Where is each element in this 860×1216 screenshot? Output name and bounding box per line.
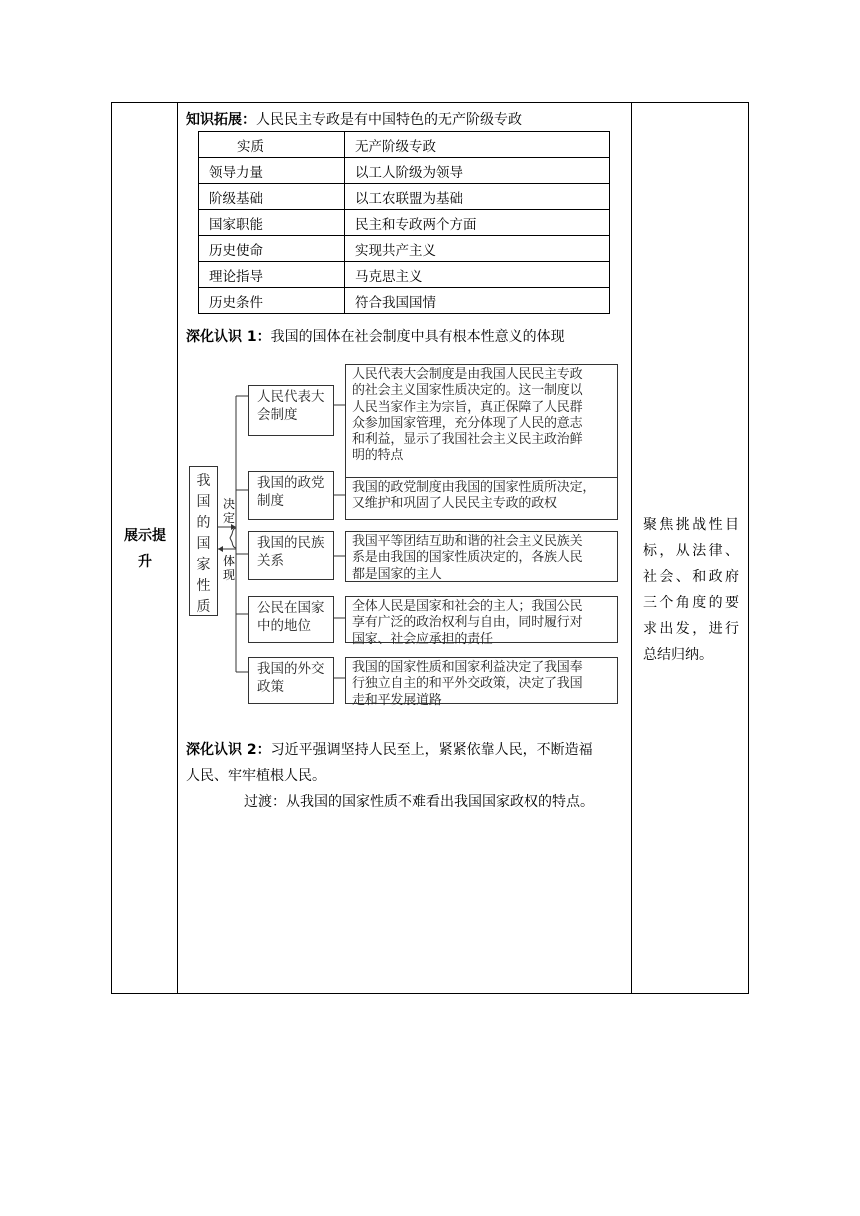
diagram-explanation-line: 国家、社会应承担的责任 bbox=[352, 631, 493, 647]
knowledge-table-value: 马克思主义 bbox=[345, 262, 610, 288]
diagram-explanation-box bbox=[345, 657, 618, 708]
diagram-explanation-line: 行独立自主的和平外交政策，决定了我国 bbox=[352, 676, 583, 692]
diagram-explanation-line: 我国的政党制度由我国的国家性质所决定， bbox=[352, 480, 596, 495]
diagram-topic-box bbox=[248, 385, 334, 436]
diagram-topic-box bbox=[248, 531, 334, 580]
diagram-explanation-line: 享有广泛的政治权利与自由，同时履行对 bbox=[352, 615, 583, 631]
diagram-topic-line: 会制度 bbox=[257, 406, 298, 423]
knowledge-table-value: 以工农联盟为基础 bbox=[345, 184, 610, 210]
brace bbox=[230, 528, 236, 548]
knowledge-table-key: 领导力量 bbox=[199, 158, 345, 184]
reflect-arrow-head bbox=[218, 546, 223, 552]
diagram-explanation-line: 人民代表大会制度是由我国人民民主专政 bbox=[352, 367, 583, 382]
diagram-topic-line: 我国的民族 bbox=[257, 535, 325, 551]
decide-label: 决 定 bbox=[222, 497, 235, 525]
diagram-explanation-line: 都是国家的主人 bbox=[352, 566, 442, 582]
knowledge-heading: 知识拓展：人民民主专政是有中国特色的无产阶级专政 bbox=[186, 112, 522, 128]
center-box-char: 家 bbox=[196, 557, 211, 573]
knowledge-table-value: 实现共产主义 bbox=[345, 236, 610, 262]
diagram-topic-line: 中的地位 bbox=[257, 617, 311, 634]
knowledge-table-key: 理论指导 bbox=[199, 262, 345, 288]
center-box-char: 质 bbox=[196, 599, 211, 615]
diagram-explanation-line: 全体人民是国家和社会的主人；我国公民 bbox=[352, 599, 583, 614]
knowledge-table-value: 符合我国国情 bbox=[345, 288, 610, 314]
diagram-explanation-line: 又维护和巩固了人民民主专政的政权 bbox=[352, 496, 557, 512]
center-box-char: 性 bbox=[196, 578, 211, 594]
diagram-topic-line: 制度 bbox=[257, 492, 284, 509]
insight1-heading: 深化认识 1：我国的国体在社会制度中具有根本性意义的体现 bbox=[186, 329, 565, 345]
diagram-topic-line: 关系 bbox=[257, 552, 284, 569]
diagram-explanation-line: 走和平发展道路 bbox=[352, 692, 442, 708]
diagram-explanation-line: 人民当家作主为宗旨，真正保障了人民群 bbox=[352, 399, 583, 415]
diagram-topic-line: 政策 bbox=[257, 678, 284, 695]
knowledge-table-value: 民主和专政两个方面 bbox=[345, 210, 610, 236]
diagram-explanation-line: 我国的国家性质和国家利益决定了我国奉 bbox=[352, 660, 583, 675]
diagram-explanation-box bbox=[345, 596, 618, 647]
knowledge-table-key: 历史使命 bbox=[199, 236, 345, 262]
knowledge-table-key: 国家职能 bbox=[199, 210, 345, 236]
transition-text: 过渡：从我国的国家性质不难看出我国国家政权的特点。 bbox=[244, 794, 594, 810]
knowledge-table-value: 无产阶级专政 bbox=[345, 132, 610, 158]
diagram-explanation-box bbox=[345, 477, 618, 520]
center-box-national-nature bbox=[189, 466, 218, 616]
diagram-topic-box bbox=[248, 657, 334, 704]
insight2-paragraph: 深化认识 2：习近平强调坚持人民至上，紧紧依靠人民，不断造福 人民、牢牢植根人民。 bbox=[186, 742, 593, 784]
diagram-explanation-box bbox=[345, 531, 618, 582]
reflect-label: 体 现 bbox=[222, 554, 235, 582]
right-note: 聚焦挑战性目标，从法律、社会、和政府三个角度的要求出发，进行总结归纳。 bbox=[643, 517, 739, 663]
diagram-explanation-box bbox=[345, 364, 618, 490]
diagram-explanation-line: 我国平等团结互助和谐的社会主义民族关 bbox=[352, 534, 583, 549]
diagram-topic-line: 我国的外交 bbox=[257, 661, 325, 677]
knowledge-table-value: 以工人阶级为领导 bbox=[345, 158, 610, 184]
diagram-explanation-line: 明的特点 bbox=[352, 448, 404, 464]
diagram-explanation-line: 众参加国家管理，充分体现了人民的意志 bbox=[352, 415, 583, 431]
diagram-explanation-line: 系是由我国的国家性质决定的，各族人民 bbox=[352, 550, 583, 566]
diagram-topic-line: 人民代表大 bbox=[257, 389, 325, 405]
diagram-topic-line: 公民在国家 bbox=[257, 600, 325, 616]
diagram-topic-box bbox=[248, 596, 334, 643]
knowledge-table-key: 阶级基础 bbox=[199, 184, 345, 210]
section-label: 展示提 升 bbox=[124, 528, 166, 570]
diagram-explanation-line: 和利益，显示了我国社会主义民主政治鲜 bbox=[352, 432, 583, 448]
center-box-char: 的 bbox=[196, 515, 211, 531]
knowledge-table-key: 实质 bbox=[199, 132, 345, 158]
knowledge-table-key: 历史条件 bbox=[199, 288, 345, 314]
diagram-topic-box bbox=[248, 471, 334, 520]
center-box-char: 我 bbox=[196, 473, 211, 489]
diagram-topic-line: 我国的政党 bbox=[257, 475, 325, 491]
center-box-char: 国 bbox=[196, 536, 211, 552]
diagram-explanation-line: 的社会主义国家性质决定的。这一制度以 bbox=[352, 383, 583, 399]
center-box-char: 国 bbox=[196, 494, 211, 510]
